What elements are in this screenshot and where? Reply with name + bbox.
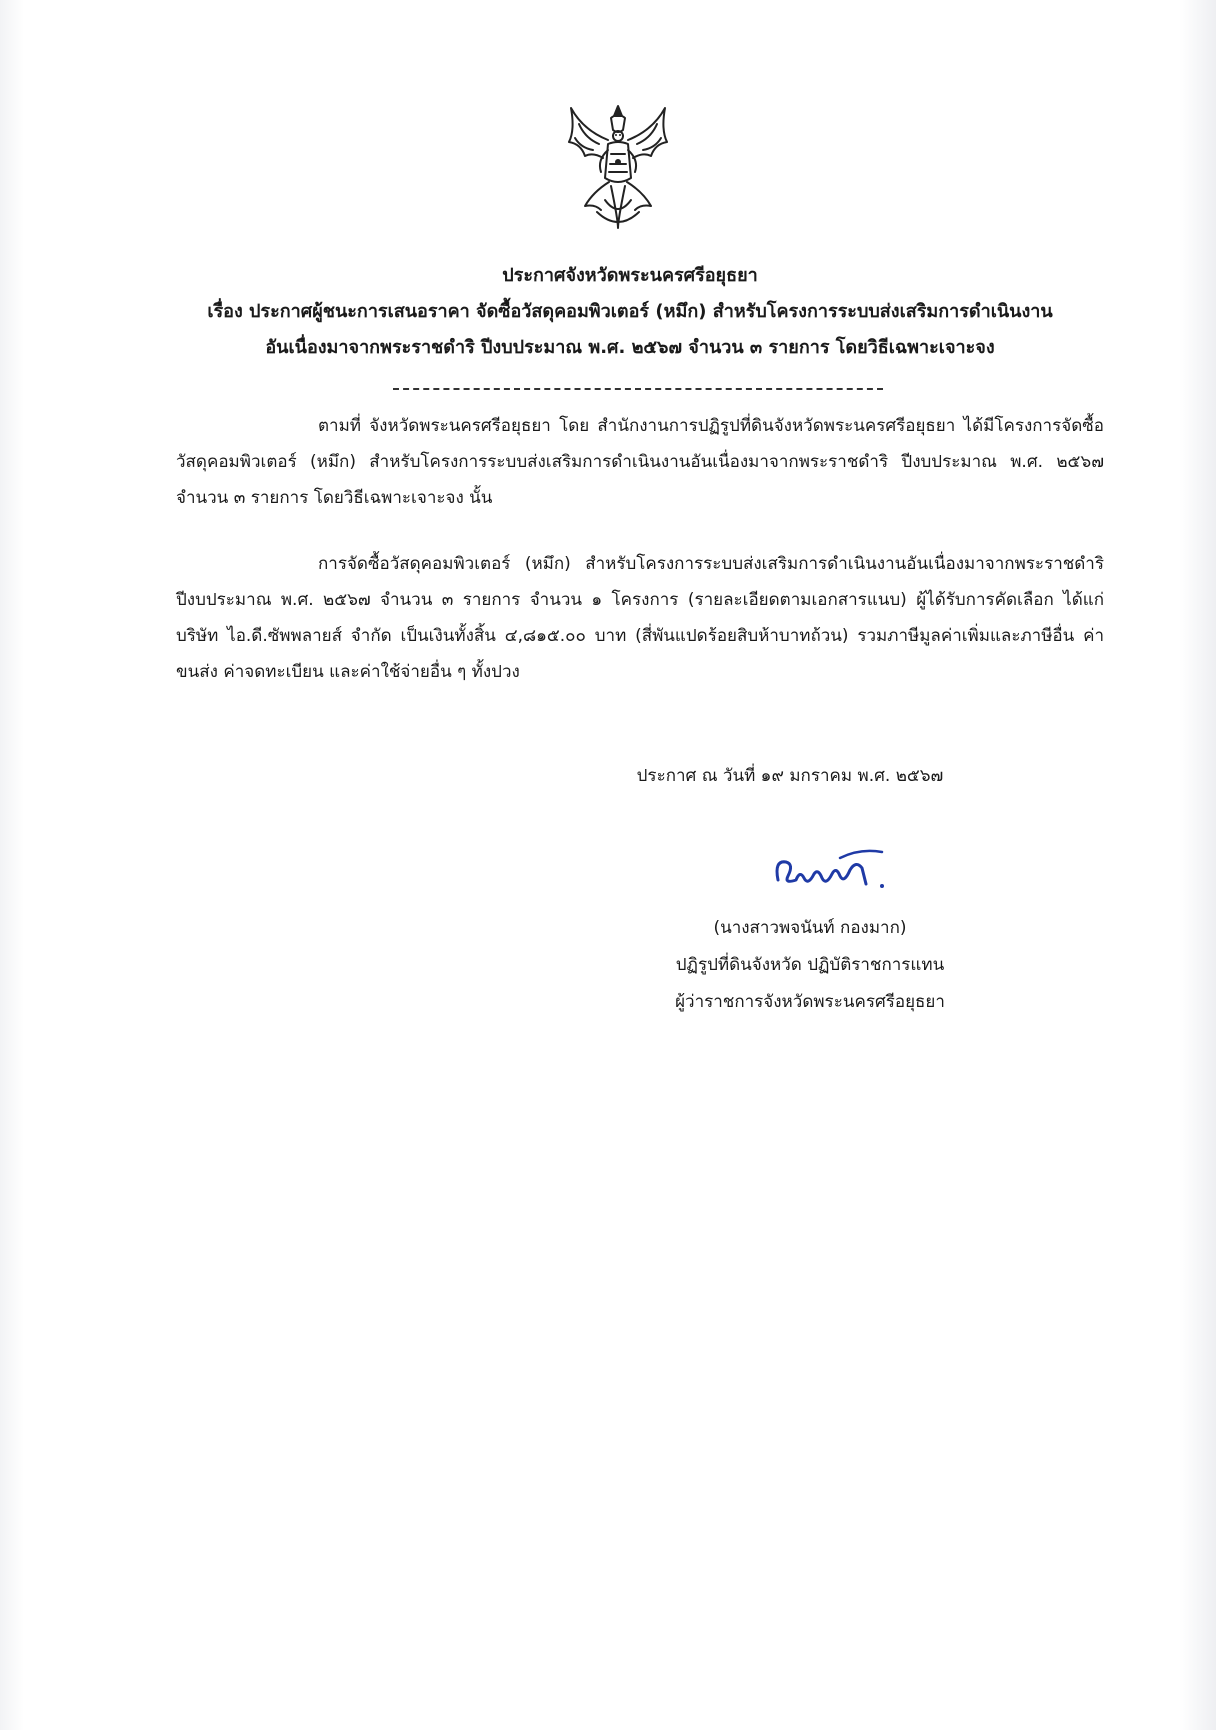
paragraph-2-text: การจัดซื้อวัสดุคอมพิวเตอร์ (หมึก) สำหรับโครงการระบบส่งเสริมการดำเนินงานอันเนื่องมาจากพระราชดำริ ปีงบประมาณ พ.ศ. ๒๕๖๗ จำนวน ๓ รายการ จำนวน ๑ โครงการ (รายละเอียดตามเอกสารแนบ) ผู้ได้รับการคัดเลือก ได้แก่ บริษัท ไอ.ดี.ซัพพลายส์ จำกัด เป็นเงินทั้งสิ้น ๔,๘๑๕.๐๐ บาท (สี่พันแปดร้อยสิบห้าบาทถ้วน) รวมภาษีมูลค่าเพิ่มและภาษีอื่น ค่าขนส่ง ค่าจดทะเบียน และค่าใช้จ่ายอื่น ๆ ทั้งปวง xyxy=(176,554,1104,682)
handwritten-signature xyxy=(770,840,900,900)
announcement-title-block xyxy=(150,258,1110,366)
signer-office: ผู้ว่าราชการจังหวัดพระนครศรีอยุธยา xyxy=(675,992,945,1012)
signer-block xyxy=(600,910,1020,1021)
announcement-subject-line-1: เรื่อง ประกาศผู้ชนะการเสนอราคา จัดซื้อวัสดุคอมพิวเตอร์ (หมึก) สำหรับโครงการระบบส่งเสริมการดำเนินงาน xyxy=(207,301,1053,322)
announcement-date: ประกาศ ณ วันที่ ๑๙ มกราคม พ.ศ. ๒๕๖๗ xyxy=(636,766,944,786)
title-divider xyxy=(393,388,883,390)
signer-position: ปฏิรูปที่ดินจังหวัด ปฏิบัติราชการแทน xyxy=(675,955,945,975)
announcement-title: ประกาศจังหวัดพระนครศรีอยุธยา xyxy=(502,265,758,286)
announcement-subject-line-2: อันเนื่องมาจากพระราชดำริ ปีงบประมาณ พ.ศ. ๒๕๖๗ จำนวน ๓ รายการ โดยวิธีเฉพาะเจาะจง xyxy=(265,337,995,358)
signer-name: (นางสาวพจนันท์ กองมาก) xyxy=(713,918,907,938)
paragraph-1-text: ตามที่ จังหวัดพระนครศรีอยุธยา โดย สำนักงานการปฏิรูปที่ดินจังหวัดพระนครศรีอยุธยา ได้มีโครงการจัดซื้อวัสดุคอมพิวเตอร์ (หมึก) สำหรับโครงการระบบส่งเสริมการดำเนินงานอันเนื่องมาจากพระราชดำริ ปีงบประมาณ พ.ศ. ๒๕๖๗ จำนวน ๓ รายการ โดยวิธีเฉพาะเจาะจง นั้น xyxy=(176,416,1104,508)
body-paragraph-2 xyxy=(176,546,1104,690)
body-paragraph-1 xyxy=(176,408,1104,516)
garuda-emblem-icon xyxy=(563,100,673,235)
